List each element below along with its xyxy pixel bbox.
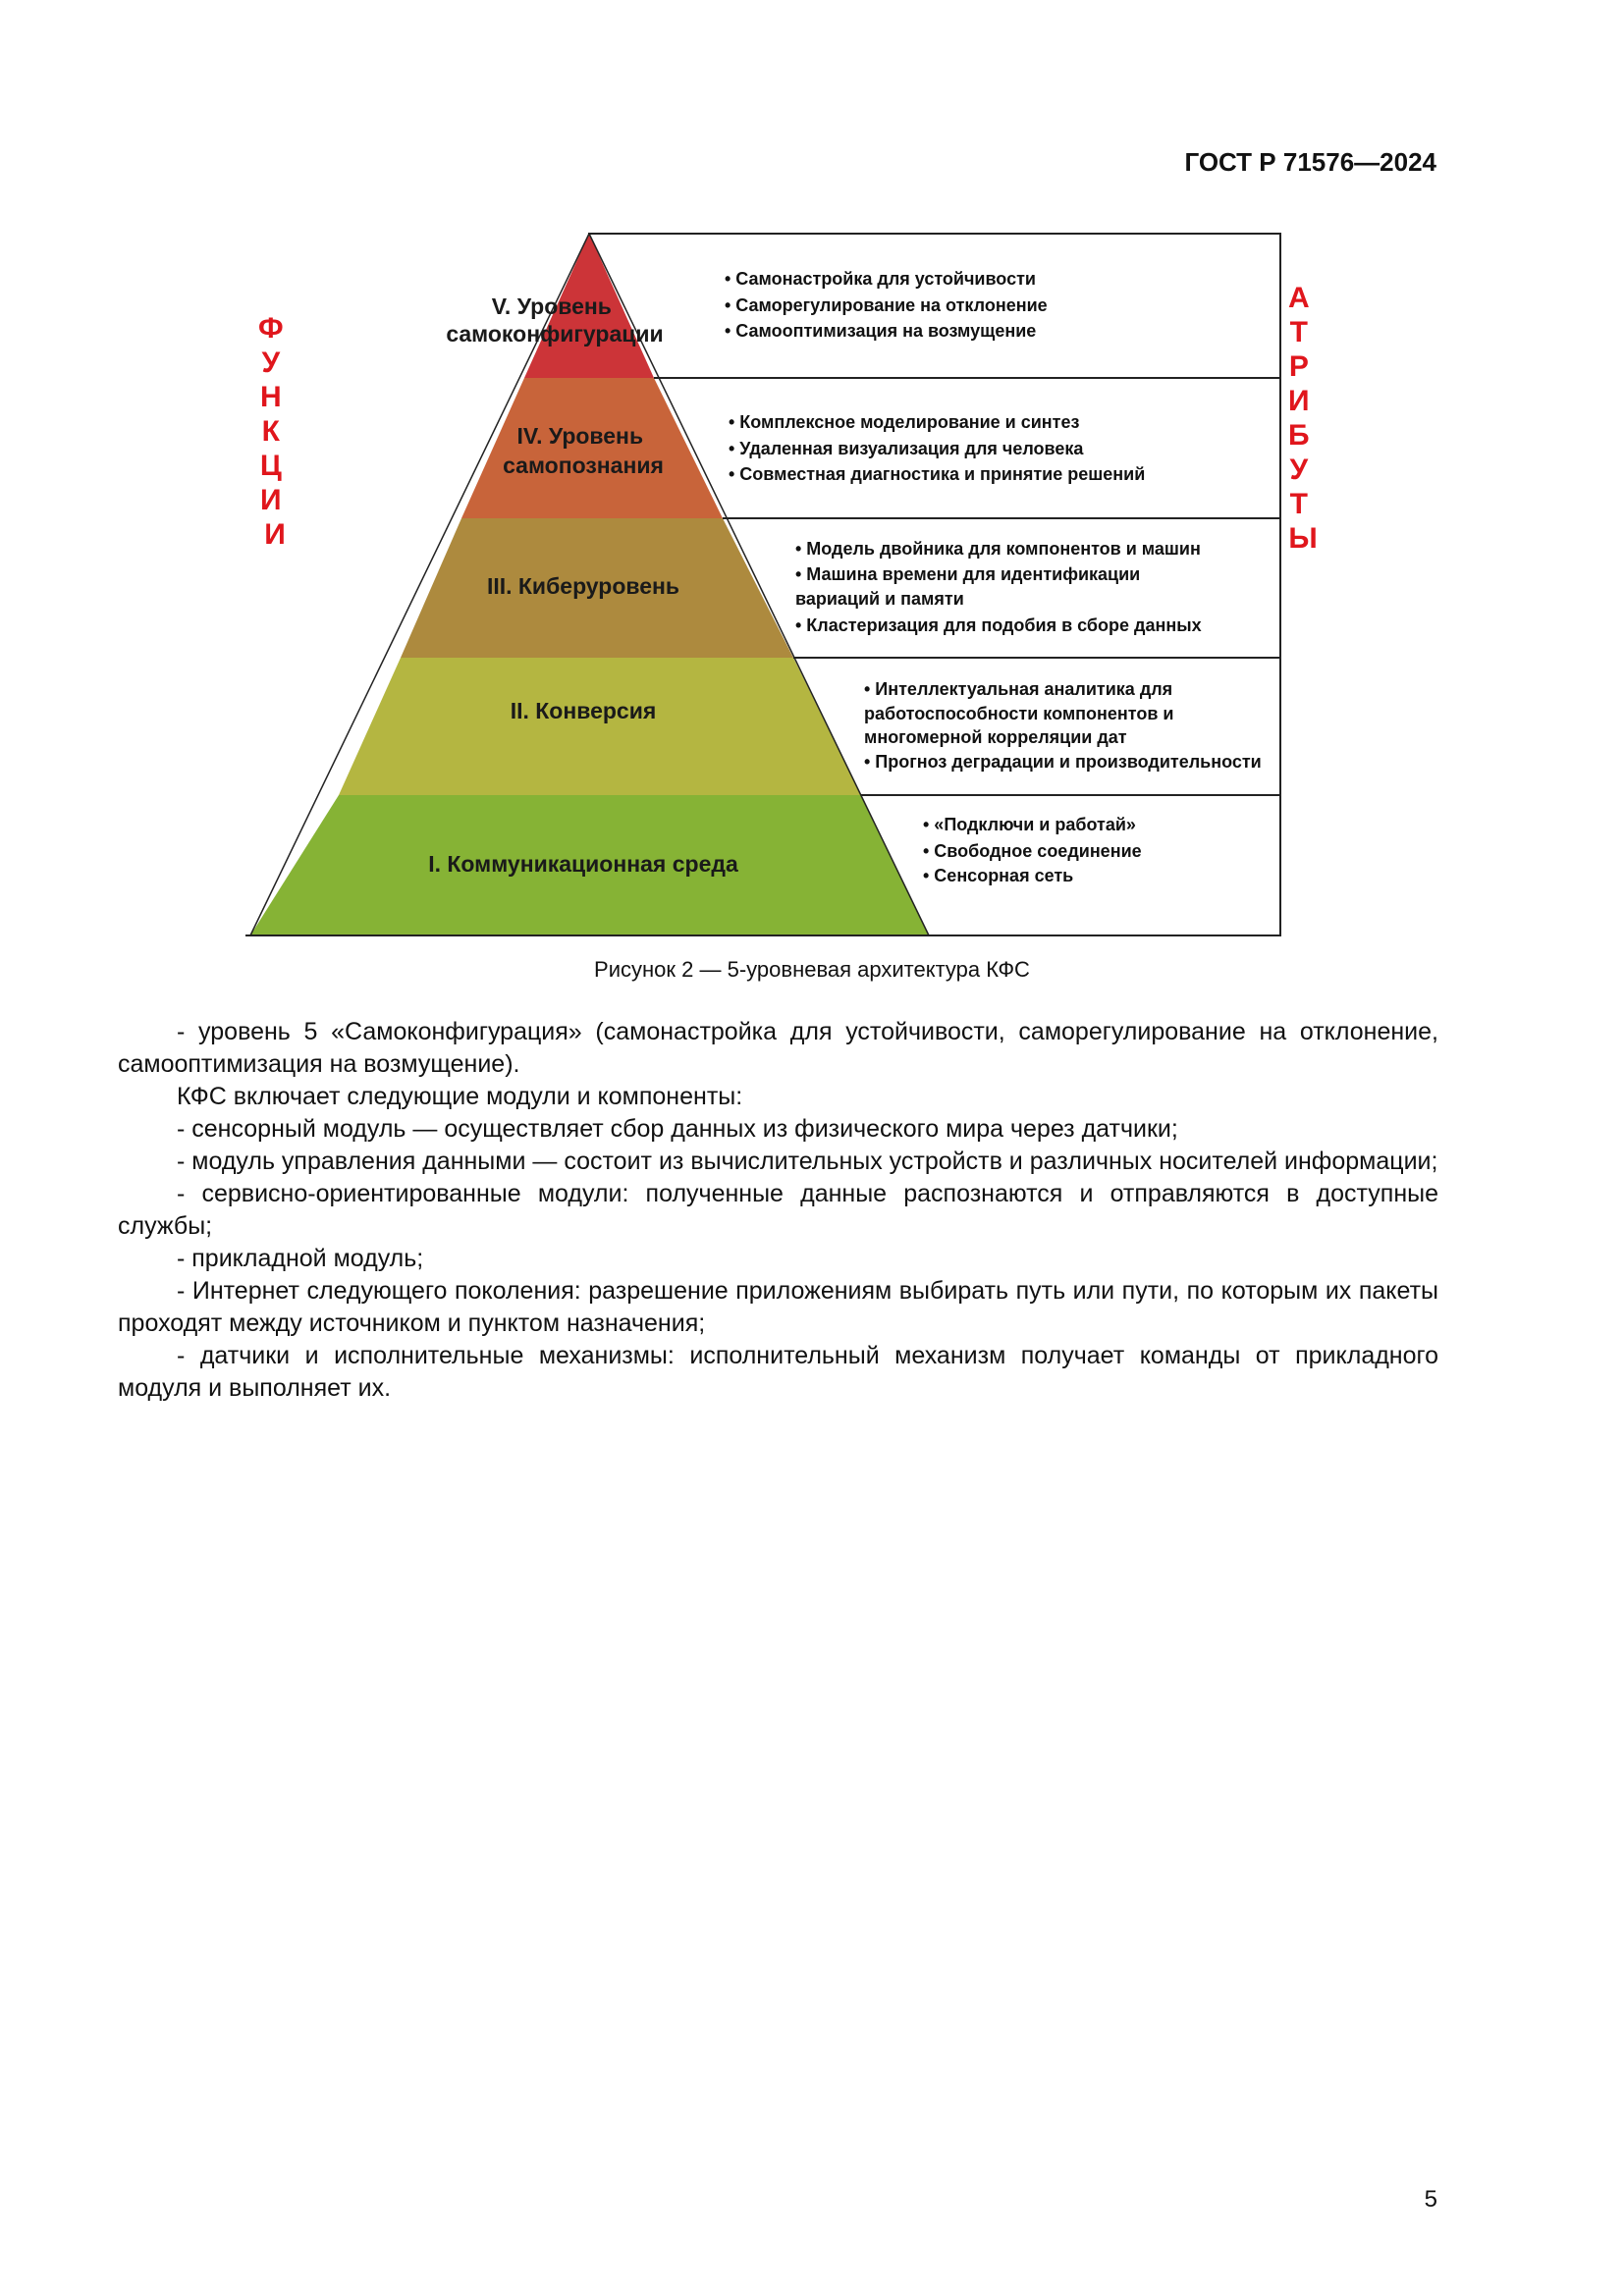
level-1-attributes: • «Подключи и работай» • Свободное соединение • Сенсорная сеть [923,815,1142,885]
level-3-title: III. Киберуровень [486,573,680,599]
pyramid-figure [0,0,1624,952]
level-3-attributes: • Модель двойника для компонентов и машин • Машина времени для идентификации вариаций и памяти • Кластеризация для подобия в сборе данных [795,539,1202,635]
body-text [118,1016,1438,1405]
page-number: 5 [1424,2186,1437,2213]
document-header: ГОСТ Р 71576—2024 [1184,147,1436,177]
attributes-vertical-label: А Т Р И Б У Т Ы [1287,282,1318,555]
paragraph: - Интернет следующего поколения: разрешение приложениям выбирать путь или пути, по которым их пакеты проходят между источником и пунктом назначения; [118,1277,1438,1337]
level-4-attributes: • Комплексное моделирование и синтез • Удаленная визуализация для человека • Совместная диагностика и принятие решений [729,412,1146,484]
pyramid-level-2 [339,658,861,795]
functions-vertical-label: Ф У Н К Ц И И [258,312,286,551]
level-5-title: V. Уровень самоконфигурации [446,294,664,347]
paragraph: - уровень 5 «Самоконфигурация» (самонастройка для устойчивости, саморегулирование на отклонение, самооптимизация на возмущение). [118,1018,1438,1078]
paragraph: - сервисно-ориентированные модули: полученные данные распознаются и отправляются в доступные службы; [118,1180,1438,1240]
paragraph: - сенсорный модуль — осуществляет сбор данных из физического мира через датчики; [177,1115,1178,1143]
level-1-title: I. Коммуникационная среда [428,851,738,877]
level-4-title: IV. Уровень самопознания [503,423,664,478]
level-5-attributes: • Самонастройка для устойчивости • Саморегулирование на отклонение • Самооптимизация на возмущение [725,269,1048,341]
level-2-attributes: • Интеллектуальная аналитика для работоспособности компонентов и многомерной корреляции дат • Прогноз деградации и производительности [864,679,1262,772]
paragraph: - датчики и исполнительные механизмы: исполнительный механизм получает команды от прикладного модуля и выполняет их. [118,1342,1438,1402]
paragraph: - прикладной модуль; [177,1245,424,1272]
level-2-title: II. Конверсия [510,698,657,723]
paragraph: КФС включает следующие модули и компоненты: [177,1083,743,1110]
figure-caption: Рисунок 2 — 5-уровневая архитектура КФС [594,957,1030,982]
paragraph: - модуль управления данными — состоит из вычислительных устройств и различных носителей информации; [177,1148,1438,1175]
